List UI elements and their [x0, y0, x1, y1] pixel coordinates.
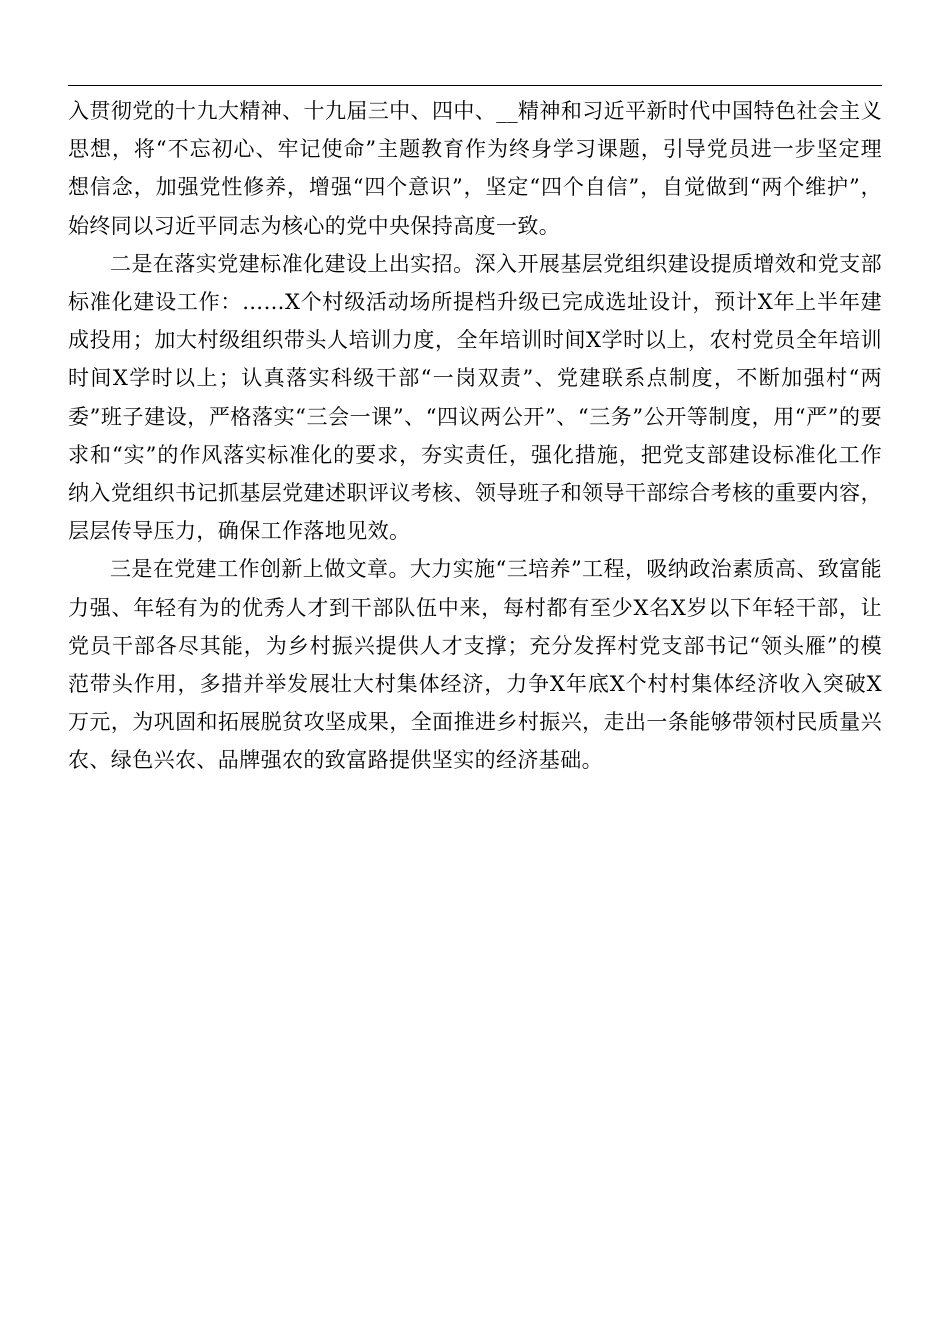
paragraph-innovation: 三是在党建工作创新上做文章。大力实施“三培养”工程，吸纳政治素质高、致富能力强、年轻有为的优秀人才到干部队伍中来，每村都有至少X名X岁以下年轻干部，让党员干部各尽其能，为乡村振兴提供人才支撑；充分发挥村党支部书记“领头雁”的模范带头作用，多措并举发展壮大村集体经济，力争X年底X个村村集体经济收入突破X万元，为巩固和拓展脱贫攻坚成果，全面推进乡村振兴，走出一条能够带领村民质量兴农、绿色兴农、品牌强农的致富路提供坚实的经济基础。 — [68, 557, 882, 773]
header-rule — [68, 85, 882, 86]
paragraph-continuation: 入贯彻党的十九大精神、十九届三中、四中、__精神和习近平新时代中国特色社会主义思想，将“不忘初心、牢记使命”主题教育作为终身学习课题，引导党员进一步坚定理想信念，加强党性修养，增强“四个意识”，坚定“四个自信”，自觉做到“两个维护”，始终同以习近平同志为核心的党中央保持高度一致。 — [68, 99, 882, 238]
document-body — [68, 92, 882, 780]
paragraph-standardization: 二是在落实党建标准化建设上出实招。深入开展基层党组织建设提质增效和党支部标准化建设工作：……X个村级活动场所提档升级已完成选址设计，预计X年上半年建成投用；加大村级组织带头人培训力度，全年培训时间X学时以上，农村党员全年培训时间X学时以上；认真落实科级干部“一岗双责”、党建联系点制度，不断加强村“两委”班子建设，严格落实“三会一课”、“四议两公开”、“三务”公开等制度，用“严”的要求和“实”的作风落实标准化的要求，夯实责任，强化措施，把党支部建设标准化工作纳入党组织书记抓基层党建述职评议考核、领导班子和领导干部综合考核的重要内容，层层传导压力，确保工作落地见效。 — [68, 251, 882, 544]
